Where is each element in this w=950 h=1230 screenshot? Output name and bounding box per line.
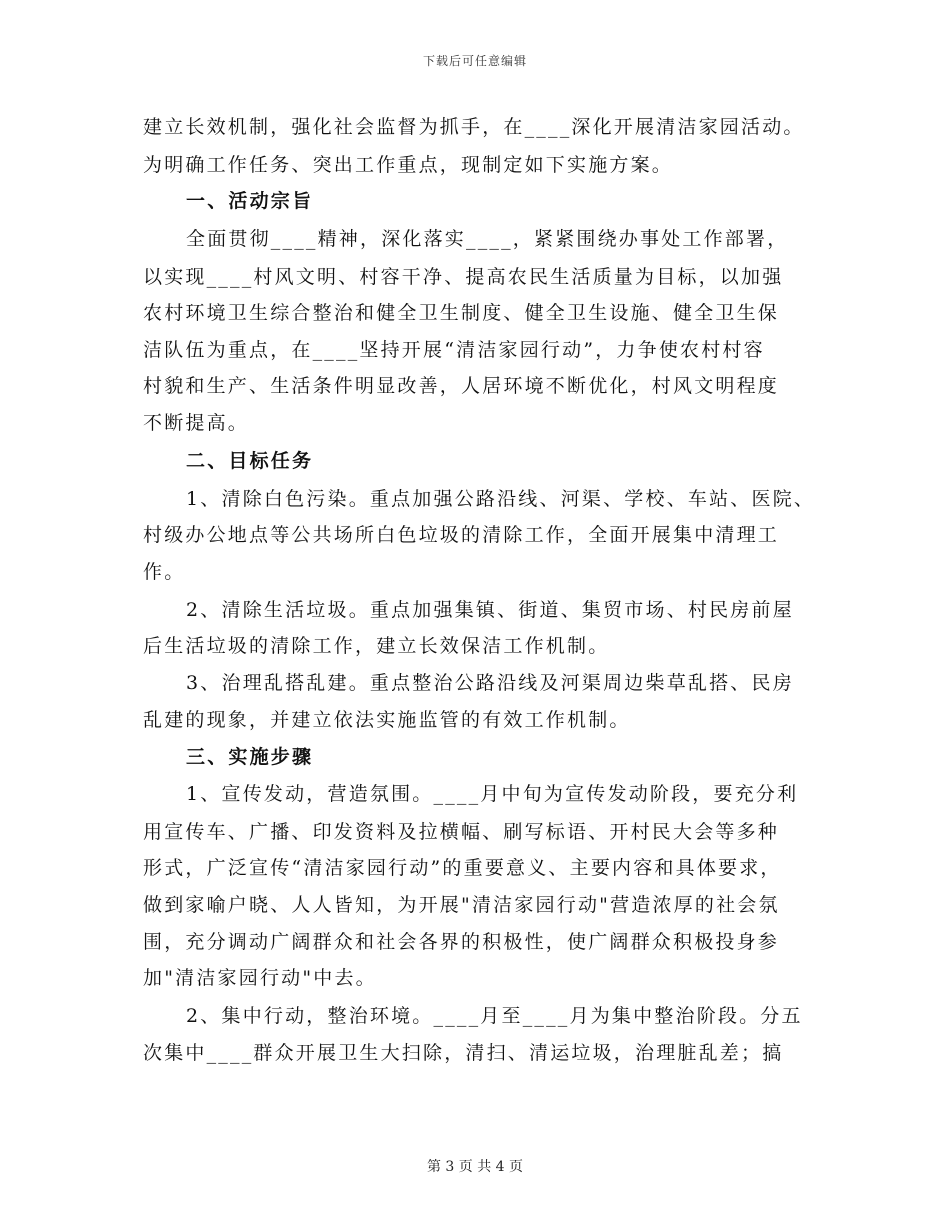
section-heading: 三、实施步骤	[186, 746, 314, 768]
page-footer: 第 3 页 共 4 页	[426, 1159, 524, 1175]
body-line: 后生活垃圾的清除工作，建立长效保洁工作机制。	[143, 635, 610, 657]
body-line: 次集中____群众开展卫生大扫除，清扫、清运垃圾，治理脏乱差；搞	[143, 1042, 784, 1064]
body-line: 3、治理乱搭乱建。重点整治公路沿线及河渠周边柴草乱搭、民房	[186, 672, 794, 694]
body-line: 不断提高。	[143, 412, 250, 434]
body-line: 形式，广泛宣传“清洁家园行动”的重要意义、主要内容和具体要求，	[143, 857, 782, 879]
body-line: 村貌和生产、生活条件明显改善，人居环境不断优化，村风文明程度	[143, 375, 780, 397]
body-line: 用宣传车、广播、印发资料及拉横幅、刷写标语、开村民大会等多种	[143, 821, 780, 843]
body-line: 1、清除白色污染。重点加强公路沿线、河渠、学校、车站、医院、	[186, 488, 816, 510]
body-line: 乱建的现象，并建立依法实施监管的有效工作机制。	[143, 709, 631, 731]
body-line: 2、集中行动，整治环境。____月至____月为集中整治阶段。分五	[186, 1005, 803, 1027]
body-line: 做到家喻户晓、人人皆知，为开展"清洁家园行动"营造浓厚的社会氛	[143, 894, 780, 916]
body-line: 围，充分调动广阔群众和社会各界的积极性，使广阔群众积极投身参	[143, 931, 780, 953]
section-heading: 二、目标任务	[186, 450, 314, 472]
body-line: 全面贯彻____精神，深化落实____，紧紧围绕办事处工作部署，	[186, 228, 789, 250]
body-line: 以实现____村风文明、村容干净、提高农民生活质量为目标，以加强	[143, 266, 784, 288]
body-line: 作。	[143, 561, 186, 583]
body-line: 为明确工作任务、突出工作重点，现制定如下实施方案。	[143, 154, 674, 176]
body-line: 2、清除生活垃圾。重点加强集镇、街道、集贸市场、村民房前屋	[186, 599, 794, 621]
page-header: 下载后可任意编辑	[422, 54, 527, 68]
body-line: 农村环境卫生综合整治和健全卫生制度、健全卫生设施、健全卫生保	[143, 302, 780, 324]
body-line: 加"清洁家园行动"中去。	[143, 967, 377, 989]
body-line: 建立长效机制，强化社会监督为抓手，在____深化开展清洁家园活动。	[143, 116, 805, 138]
section-heading: 一、活动宗旨	[186, 190, 314, 212]
body-line: 1、宣传发动，营造氛围。____月中旬为宣传发动阶段，要充分利	[186, 783, 799, 805]
body-line: 村级办公地点等公共场所白色垃圾的清除工作，全面开展集中清理工	[143, 524, 780, 546]
body-line: 洁队伍为重点，在____坚持开展“清洁家园行动”，力争使农村村容	[143, 339, 765, 361]
